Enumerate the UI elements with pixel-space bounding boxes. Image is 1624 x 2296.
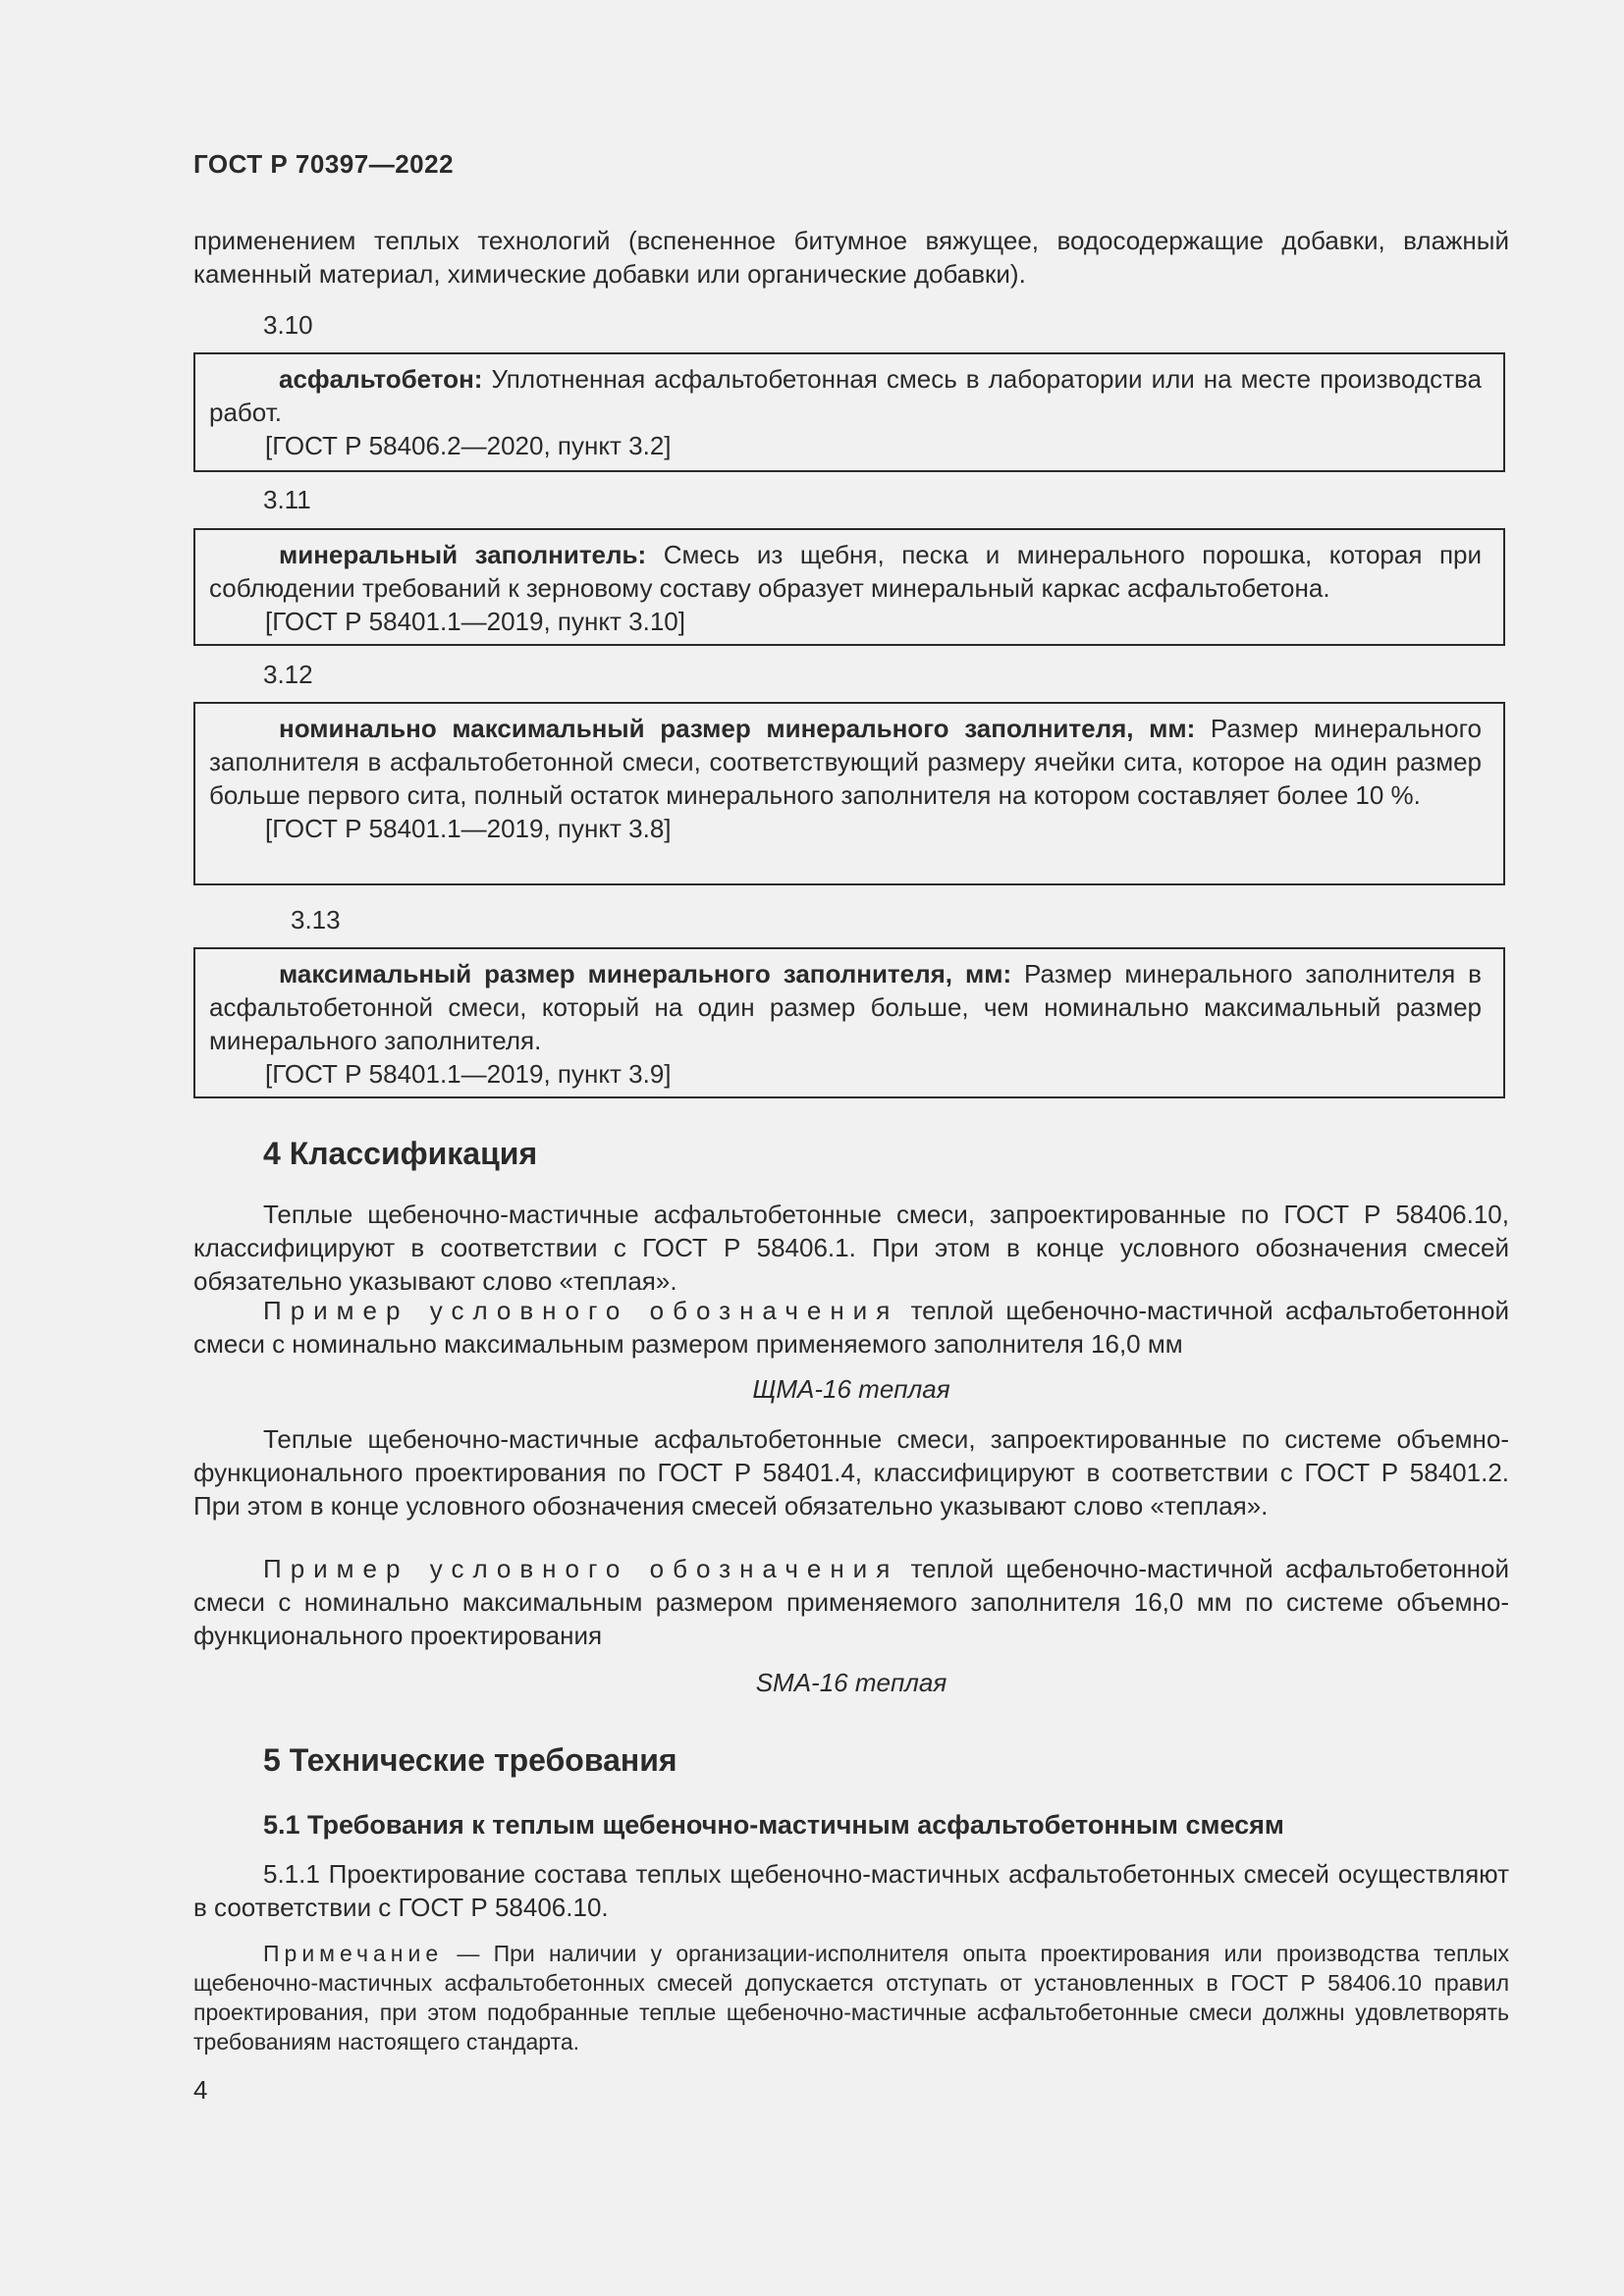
term-number: 3.13 — [291, 905, 341, 934]
page-number: 4 — [193, 2075, 208, 2105]
subsection-heading: 5.1 Требования к теплым щебеночно-мастичным асфальтобетонным смесям — [263, 1810, 1284, 1840]
term-definition: асфальтобетон: Уплотненная асфальтобетонная смесь в лаборатории или на месте производства работ. — [209, 364, 1482, 427]
document-header: ГОСТ Р 70397—2022 — [193, 149, 455, 179]
paragraph: Теплые щебеночно-мастичные асфальтобетонные смеси, запроектированные по системе объемно-функционального проектирования по ГОСТ Р 58401.4, классифицируют в соответствии с ГОСТ Р 58401.2. При этом в конце условного обозначения смесей обязательно указывают слово «теплая». — [193, 1424, 1509, 1521]
example-paragraph: Пример условного обозначения теплой щебеночно-мастичной асфальтобетонной смеси с номинально максимальным размером применяемого заполнителя 16,0 мм по системе объемно-функционального проектирования — [193, 1554, 1509, 1650]
term-box — [193, 528, 1505, 646]
example-code: SMA-16 теплая — [755, 1668, 947, 1697]
term-definition: номинально максимальный размер минерального заполнителя, мм: Размер минерального заполнителя в асфальтобетонной смеси, соответствующий размеру ячейки сита, которое на один размер больше первого сита, полный остаток минерального заполнителя на котором составляет более 10 %. — [209, 714, 1482, 810]
example-label: Пример условного обозначения — [263, 1554, 899, 1583]
note: Примечание — При наличии у организации-исполнителя опыта проектирования или производства теплых щебеночно-мастичных асфальтобетонных смесей допускается отступать от установленных в ГОСТ Р 58406.10 правил проектирования, при этом подобранные теплые щебеночно-мастичные асфальтобетонные смеси должны удовлетворять требованиям настоящего стандарта. — [193, 1941, 1509, 2055]
term-box — [193, 352, 1505, 472]
section-heading: 5 Технические требования — [263, 1742, 677, 1778]
term-number: 3.10 — [263, 310, 313, 340]
term-source: [ГОСТ Р 58401.1—2019, пункт 3.10] — [265, 607, 685, 636]
section-heading: 4 Классификация — [263, 1136, 538, 1171]
term-box — [193, 947, 1505, 1098]
term-source: [ГОСТ Р 58401.1—2019, пункт 3.8] — [265, 814, 672, 843]
term-source: [ГОСТ Р 58401.1—2019, пункт 3.9] — [265, 1059, 672, 1089]
paragraph: Теплые щебеночно-мастичные асфальтобетонные смеси, запроектированные по ГОСТ Р 58406.10, классифицируют в соответствии с ГОСТ Р 58406.1. При этом в конце условного обозначения смесей обязательно указывают слово «теплая». — [193, 1200, 1509, 1296]
term-definition: минеральный заполнитель: Смесь из щебня, песка и минерального порошка, которая при соблюдении требований к зерновому составу образует минеральный каркас асфальтобетона. — [209, 540, 1483, 603]
intro-paragraph: применением теплых технологий (вспененное битумное вяжущее, водосодержащие добавки, влажный каменный материал, химические добавки или органические добавки). — [193, 226, 1509, 289]
example-paragraph: Пример условного обозначения теплой щебеночно-мастичной асфальтобетонной смеси с номинально максимальным размером применяемого заполнителя 16,0 мм — [193, 1296, 1509, 1359]
term-source: [ГОСТ Р 58406.2—2020, пункт 3.2] — [265, 431, 672, 460]
example-label: Пример условного обозначения — [263, 1296, 899, 1325]
paragraph: 5.1.1 Проектирование состава теплых щебеночно-мастичных асфальтобетонных смесей осуществляют в соответствии с ГОСТ Р 58406.10. — [193, 1859, 1509, 1922]
example-code: ЩМА-16 теплая — [752, 1374, 950, 1404]
term-definition: максимальный размер минерального заполнителя, мм: Размер минерального заполнителя в асфальтобетонной смеси, который на один размер больше, чем номинально максимальный размер минерального заполнителя. — [209, 959, 1482, 1055]
term-number: 3.12 — [263, 660, 313, 689]
note-label: Примечание — [263, 1941, 444, 1966]
term-number: 3.11 — [263, 485, 311, 514]
term-box — [193, 702, 1505, 885]
